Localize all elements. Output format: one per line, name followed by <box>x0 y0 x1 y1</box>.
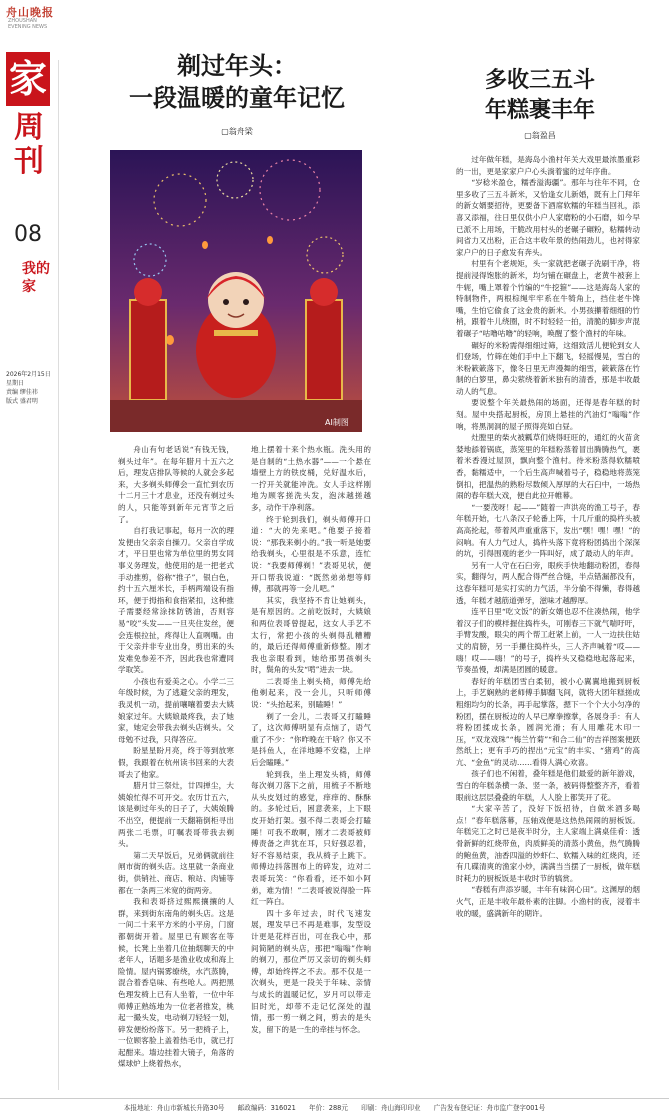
masthead-english <box>8 18 47 30</box>
page-footer: 本报地址：舟山市新城长升路30号 邮政编码：316021 年价：288元 印刷：舟山海印印业 广告发布登记证：舟市监广登字001号 <box>0 1098 669 1112</box>
masthead-title: 舟山晚报 <box>6 6 54 19</box>
paragraph: 二表哥坐上剃头椅，师傅先给他剃起来，没一会儿，只听师傅说：“头抬起来，别瞌睡！” <box>251 676 371 710</box>
paragraph: 腊月廿三祭灶，廿四掸尘，大姨娘忙得不可开交。农历廿五六，该是剃过年头的日子了，大姨娘腾不出空，便提前一天翻箱倒柜寻出两张二毛票，叮嘱表哥带我去剃头。 <box>118 781 234 849</box>
issue-meta <box>6 370 51 406</box>
paragraph: 地上摆着十来个热水瓶。洗头用的是自制的“土热水器”——一个悬在墙壁上方的铁皮桶，兑好温水后，一拧开关就能冲洗。女人手这样刚地为顾客搓洗头发，泡沫越搓越多，动作干净利落。 <box>251 445 371 512</box>
masthead-en-line2: EVENING NEWS <box>8 24 48 30</box>
image-credit: AI制图 <box>325 418 349 427</box>
paragraph: 村里有个老规矩，头一家就把老碾子洗刷干净，将提前浸得饱胀的新米，均匀铺在碾盘上，老黄牛被套上牛轭，嘴上罩着个竹编的“牛挖箍”——这是海岛人家的特制物件，两根棕绳牢牢系在牛犄角上，挡住老牛馋嘴，生怕它偷食了这金贵的新米。小男孩攥着细细的竹梢，跟着牛儿绕圈，时不时轻轻一拍，清脆的脚步声混着碾子“咕噜咕噜”的轻响，唤醒了整个渔村的年味。 <box>456 259 640 338</box>
article2-title <box>440 66 640 126</box>
paragraph: 孩子们也不闲着，叠年糕是他们最爱的新年游戏，雪白的年糕条横一条、竖一条，被码得整整齐齐，看着眼前这层层叠叠的年糕，人人脸上都笑开了花。 <box>456 769 640 802</box>
article2-title-line2: 年糕裹丰年 <box>484 98 595 123</box>
paragraph: 舟山有句老话说“有钱无钱，剃头过年”。在每年腊月十五六之后，理发店排队等候的人就会多起来，大多剃头师傅会一直忙到农历十二月三十才息业，还没有剃过头的人，只能等到新年元宵节之后了。 <box>118 445 234 524</box>
side-banner <box>0 0 58 1094</box>
page-number: 08 <box>14 222 42 247</box>
paragraph: “一要茂呀！起——”随着一声洪亮的渔工号子，春年糕开始，七八条汉子轮番上阵，十几斤重的捣杵头被高高抡起，带着风声重重落下，发出“嘿！嘿！嘿！”的闷响。有人力气过人，捣杵头落下竟将粉团捣出个深深的坑，引得围观的老少一阵叫好，成了最动人的年声。 <box>456 502 640 559</box>
paragraph: 灶膛里的柴火被瓤草们烧得旺旺的，通红的火苗贪婪地舔着锅底，蒸笼里的年糕粉蒸着冒出腾腾热气，裹着米香漫过屋顶，飘向整个渔村。待米粉蒸得软糯喷香，黏糯适中，一个后生高声喊着号子，稳稳地将蒸笼倒扣，把温热的熟粉尽数倾入厚厚的大石臼中，一场热闹的春年糕大戏，便自此拉开帷幕。 <box>456 433 640 501</box>
paragraph: 轮到我，坐上理发头椅，师傅每次剃刀落下之前，用梳子不断地从头皮划过的感觉，痒痒的、酥酥的。多轮过后，困意袭来，上下眼皮开始打架。强不得二表哥会打瞌睡！可我不敢啊，刚才二表哥被师傅责备之声犹在耳，只好强忍着，好不容易结束，我从椅子上跳下。师傅边抖落围布上的碎发，边对二表哥玩笑：“你看看，还不如小阿弟，难为情！”二表哥被说得脸一阵红一阵白。 <box>251 769 371 907</box>
paragraph: “岁稔米盈仓，糯香溢海疆”。那年与往年不同，仓里多收了三五斗新米，又恰逢女儿新婚，既有上门拜年的新女婿要招待，更要备下酒席软糯的年糕当回礼，添喜又添福，往日里仅供小户人家磨粉的小石磨，如今早已派不上用场，干脆改用村头的老碾子碾粉，粘糯转动间省力又出粉，正合这丰收年景的热闹劲儿，也衬得家家户户的日子愈发有奔头。 <box>456 178 640 257</box>
paragraph: 春好的年糕团雪白柔韧，被小心翼翼地搬到厨板上，手艺娴熟的老师傅手脚翻飞间，就将大团年糕搓成粗细均匀的长条，再手起掌落，摁下一个个大小匀净的粉团，摆在厨板边的人早已摩拳擦掌，各展身手：有人将粉团揉成长条，圆润光滑；有人用雕花木印一压，“双龙戏珠”“梅兰竹菊”“和合二仙”的吉祥图案便跃然纸上；更有手巧的捏出“元宝”的丰实、“猪鸡”的高亢、“金鱼”的灵动……看得人满心欢喜。 <box>456 676 640 767</box>
paragraph: 我和表哥挤过熙熙攘攘的人群，来到街东南角的剃头店。这是一间二十来平方米的小平房，门窗都朝街开着。屋里已有顾客在等候，长凳上坐着几位抽烟聊天的中老年人，话题多是渔业收成和海上险情。屋内锅雾缭绕，水汽蒸腾，混合着香皂味、有些呛人。两把黑色理发椅上已有人坐着，一位中年师傅正熟练地为一位老者推发，桃起一撮头发，电动剃刀轻轻一划，碎发便纷纷落下。另一把椅子上，一位顾客脸上盖着热毛巾，就已打起酣来。墙边挂着大镜子，角落的煤球炉上烧着热水， <box>118 897 234 1069</box>
article1-title-line2: 一段温暖的童年记忆 <box>129 84 345 112</box>
illustration-svg <box>110 150 362 432</box>
paragraph: 连平日里“吃文饭”的新女婿也忍不住凑热闹，他学着汉子们的模样握住捣杵头，可刚春三下就气喘吁吁，手臂发酸，眼尖的两个帮工赶紧上前，一人一边扶住姑丈的肩膀，另一手攥住捣杵头，三人齐声喊着“哎——嗨！哎——嗨！”的号子，捣杵头又稳稳地起落起来，节奏虽慢，却满是团圆的暖意。 <box>456 607 640 675</box>
issue-editor: 责编 缪佳祎 <box>6 389 38 396</box>
article1-title-line1: 剃过年头： <box>177 52 297 80</box>
paragraph: 小孩也有爱美之心。小学二三年级时候，为了逃避父亲的理发，我灵机一动，提前嚷嚷着要去大姨娘家过年。大姨娘最疼我，去了她家，她定会带我去剃头店剃头。父母勉不过我，只得答应。 <box>118 676 234 744</box>
section-name-b: 家 <box>22 279 36 295</box>
paragraph: 剃了一会儿，二表哥又打瞌睡了，这次师傅明显有点恼了，语气重了不少：“你昨晚在干啥？你又不是抖鱼人，在洋地睡不安稳，上岸后会瞌睡。” <box>251 711 371 768</box>
masthead-en-line1: ZHOUSHAN <box>8 18 37 24</box>
section-name-a: 我的 <box>22 261 50 277</box>
paragraph: 要说整个年关最热闹的场面，还得是春年糕的时刻。屋中央搭起厨板，房顶上悬挂的汽油灯“嗡嗡”作响，将黑洞洞的屋子照得亮如白昼。 <box>456 398 640 431</box>
article1-column1 <box>118 444 234 1084</box>
section-kan: 刊 <box>14 144 44 179</box>
paragraph: 四十多年过去，时代飞速发展，理发早已不再是难事，发型设计更是花样百出，可在我心中，那间简陋的剃头店，那把“嗡嗡”作响的剃刀，那位严厉又亲切的剃头师傅，却始终挥之不去。那不仅是一次剃头，更是一段关于年味、亲情与成长的温暖记忆，岁月可以带走旧时光，却带不走记忆深处的温情，那一剪一剃之间，剪去的是头发，留下的是一生的牵挂与怀念。 <box>251 908 371 1034</box>
article1-title <box>102 50 372 114</box>
paragraph: 第二天早饭后，兄弟俩就前往闸市街的剃头店。这里就一条商业街，供销社、商店、粮站、肉铺等都在一条两三米宽的街两旁。 <box>118 850 234 895</box>
paragraph: 碾好的米粉需得细细过筛，这细致活儿便轮到女人们登场，竹筛在她们手中上下翻飞，轻摇慢晃，雪白的米粉簌簌落下，像冬日里无声漫舞的细雪，簌簌落在竹制的白箩里，鼻尖萦绕着新米独有的清香，那是丰收最动人的气息。 <box>456 340 640 396</box>
issue-date: 2026年2月15日 <box>6 371 51 378</box>
paragraph: 终于轮到我们，剃头师傅开口道：“大的先来吧。”他要子接着说：“那我来剃小的。”我一听是她要给我剃头，心里很是不乐意，连忙说：“我要师傅剃！”表哥见状，便开口帮我说道：“既然弟弟想等师傅，那就再等一会儿吧。” <box>251 514 371 594</box>
article2-byline: ▢翁盈昌 <box>524 131 556 140</box>
issue-weekday: 星期日 <box>6 380 25 387</box>
article2-column <box>456 154 640 1084</box>
article1-illustration <box>110 150 362 432</box>
paragraph: 盼星星盼月亮，终于等到放寒假，我跟着在杭州读书回来的大表哥去了他家。 <box>118 746 234 779</box>
article2-title-line1: 多收三五斗 <box>484 68 595 93</box>
column-divider <box>58 60 59 1090</box>
section-logo: 家 <box>6 52 50 106</box>
paragraph: “大家辛苦了，没好下饭招待，自做米酒多喝点！”春年糕落幕，压轴戏便是这热热闹闹的厨板饭。年糕完工之时已是夜半时分，主人家端上满桌佳肴：透骨新鲜的红烧带鱼，肉质鲜美的清蒸小黄鱼，热气腾腾的鲍鱼黄，油香四溢的炒虾仁、软糯入味的红烧肉，还有几碟清爽的渔家小炒，满满当当摆了一厨板，做年糕时耗力的厨板饭是丰收时节的犒赏。 <box>456 804 640 883</box>
paragraph: 其实，我坚持不肯让她剃头，是有原因的。之前吃饭时，大姨娘和两位表哥曾提起，这女人手艺不太行，常把小孩的头剃得乱糟糟的，最后还得师傅重新修整。刚才我也亲眼看到，她给那男孩剃头时，鬓角的头发“啃”进去一块。 <box>251 595 371 675</box>
paragraph: 另有一人守在石臼旁，眼疾手快地翻动粉团，春得实，翻得匀，两人配合得严丝合缝，半点错漏都没有，这春年糕可是实打实的力气活，半分偷不得懒，春得越透，年糕才越筋道弹牙，滋味才越醇厚。 <box>456 560 640 605</box>
paragraph: 自打我记事起，每月一次的理发便由父亲亲自操刀。父亲自学成才，平日里也常为单位里的男女同事义务理发，他使用的是一把老式手动推剪，俗称“推子”，银白色，约十五六厘米长，手柄两端设有指环，便于拇指和食指紧扣，这种推子需要经常涂抹防锈油，否则容易“咬”头发——一旦夹住发丝，便会连根拉扯，疼得让人直咧嘴。由于父亲并非专业出身，剪出来的头发难免参差不齐，因此我也常遭同学取笑。 <box>118 526 234 675</box>
section-zhou: 周 <box>14 110 44 145</box>
paragraph: “春糕有声添岁暖，丰年有味润心田”。这渊厚的烟火气，正是丰收年最朴素的注脚。小渔村的夜，浸着丰收的暖，盛满新年的期许。 <box>456 885 640 918</box>
issue-layout: 版式 盛君明 <box>6 398 38 405</box>
article1-column2 <box>251 444 371 1084</box>
paragraph: 过年做年糕，是海岛小渔村年关大戏里最浓墨重彩的一出，更是家家户户心头淌着蜜的过年序曲。 <box>456 155 640 176</box>
article1-byline: ▢翁舟梁 <box>221 127 253 136</box>
